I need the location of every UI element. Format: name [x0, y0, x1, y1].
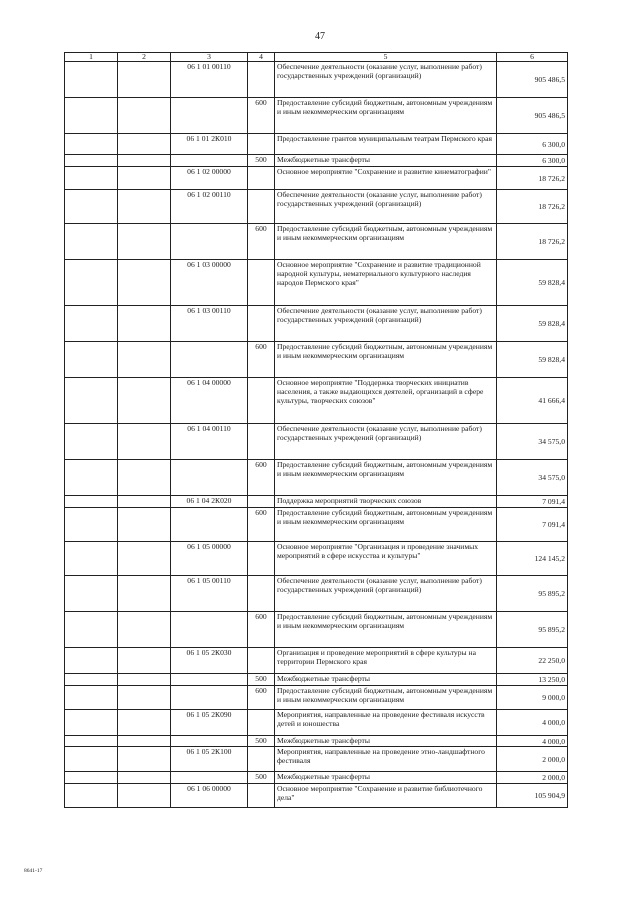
- table-row: [65, 747, 568, 772]
- cell-item-name: Основное мероприятие "Сохранение и развитие библиотечного дела": [275, 784, 497, 808]
- cell-target-code: 06 1 01 00110: [171, 62, 248, 98]
- cell-target-code: 06 1 05 00110: [171, 576, 248, 612]
- cell-expense-type: [248, 190, 275, 224]
- cell-col2: [118, 772, 171, 784]
- table-row: [65, 260, 568, 306]
- cell-col1: [65, 190, 118, 224]
- cell-target-code: 06 1 05 2К030: [171, 648, 248, 674]
- table-row: [65, 542, 568, 576]
- table-row: [65, 648, 568, 674]
- table-row: [65, 306, 568, 342]
- cell-col1: [65, 460, 118, 496]
- cell-item-name: Поддержка мероприятий творческих союзов: [275, 496, 497, 508]
- cell-target-code: [171, 224, 248, 260]
- cell-expense-type: [248, 260, 275, 306]
- cell-target-code: 06 1 05 2К100: [171, 747, 248, 772]
- cell-target-code: 06 1 03 00000: [171, 260, 248, 306]
- cell-col2: [118, 424, 171, 460]
- cell-amount: 9 000,0: [497, 686, 568, 710]
- cell-amount: 4 000,0: [497, 736, 568, 747]
- table-row: [65, 98, 568, 134]
- cell-expense-type: 600: [248, 460, 275, 496]
- cell-item-name: Предоставление субсидий бюджетным, автономным учреждениям и иным некоммерческим организациям: [275, 224, 497, 260]
- cell-col2: [118, 648, 171, 674]
- cell-amount: 905 486,5: [497, 98, 568, 134]
- cell-amount: 18 726,2: [497, 224, 568, 260]
- cell-col2: [118, 784, 171, 808]
- cell-item-name: Организация и проведение мероприятий в сфере культуры на территории Пермского края: [275, 648, 497, 674]
- cell-target-code: [171, 686, 248, 710]
- cell-col2: [118, 190, 171, 224]
- cell-col1: [65, 648, 118, 674]
- cell-amount: 22 250,0: [497, 648, 568, 674]
- cell-item-name: Основное мероприятие "Сохранение и развитие традиционной народной культуры, нематериального культурного наследия народов Пермского края": [275, 260, 497, 306]
- cell-col2: [118, 460, 171, 496]
- document-code: 8641-17: [24, 868, 43, 874]
- table-row: [65, 710, 568, 736]
- cell-item-name: Обеспечение деятельности (оказание услуг, выполнение работ) государственных учреждений (организаций): [275, 306, 497, 342]
- cell-expense-type: 600: [248, 508, 275, 542]
- cell-col2: [118, 260, 171, 306]
- budget-table: [64, 52, 568, 808]
- cell-amount: 41 666,4: [497, 378, 568, 424]
- cell-item-name: Предоставление субсидий бюджетным, автономным учреждениям и иным некоммерческим организациям: [275, 342, 497, 378]
- cell-col1: [65, 424, 118, 460]
- cell-item-name: Межбюджетные трансферты: [275, 155, 497, 167]
- table-row: [65, 784, 568, 808]
- cell-amount: 18 726,2: [497, 167, 568, 190]
- cell-expense-type: [248, 62, 275, 98]
- table-row: [65, 736, 568, 747]
- cell-target-code: [171, 736, 248, 747]
- cell-col2: [118, 306, 171, 342]
- cell-amount: 105 904,9: [497, 784, 568, 808]
- cell-col2: [118, 378, 171, 424]
- cell-target-code: 06 1 01 2К010: [171, 134, 248, 155]
- cell-col1: [65, 747, 118, 772]
- cell-item-name: Основное мероприятие "Организация и проведение значимых мероприятий в сфере искусства и культуры": [275, 542, 497, 576]
- cell-amount: 59 828,4: [497, 342, 568, 378]
- col-header-3: 3: [171, 53, 248, 62]
- cell-target-code: [171, 508, 248, 542]
- cell-expense-type: [248, 167, 275, 190]
- col-header-6: 6: [497, 53, 568, 62]
- cell-col1: [65, 674, 118, 686]
- cell-expense-type: [248, 576, 275, 612]
- cell-item-name: Предоставление субсидий бюджетным, автономным учреждениям и иным некоммерческим организациям: [275, 508, 497, 542]
- cell-col2: [118, 496, 171, 508]
- cell-target-code: 06 1 03 00110: [171, 306, 248, 342]
- cell-target-code: 06 1 06 00000: [171, 784, 248, 808]
- cell-col1: [65, 612, 118, 648]
- table-row: [65, 167, 568, 190]
- cell-amount: 7 091,4: [497, 496, 568, 508]
- cell-expense-type: [248, 747, 275, 772]
- cell-col1: [65, 342, 118, 378]
- cell-target-code: 06 1 05 2К090: [171, 710, 248, 736]
- col-header-4: 4: [248, 53, 275, 62]
- cell-target-code: 06 1 02 00110: [171, 190, 248, 224]
- table-row: [65, 496, 568, 508]
- cell-expense-type: [248, 710, 275, 736]
- cell-col2: [118, 747, 171, 772]
- cell-item-name: Обеспечение деятельности (оказание услуг, выполнение работ) государственных учреждений (организаций): [275, 424, 497, 460]
- table-row: [65, 424, 568, 460]
- cell-amount: 18 726,2: [497, 190, 568, 224]
- cell-target-code: 06 1 04 00000: [171, 378, 248, 424]
- cell-col1: [65, 736, 118, 747]
- cell-col2: [118, 508, 171, 542]
- cell-expense-type: [248, 496, 275, 508]
- cell-col1: [65, 576, 118, 612]
- cell-amount: 59 828,4: [497, 260, 568, 306]
- cell-col1: [65, 496, 118, 508]
- cell-expense-type: [248, 784, 275, 808]
- cell-item-name: Межбюджетные трансферты: [275, 674, 497, 686]
- cell-col2: [118, 224, 171, 260]
- table-row: [65, 62, 568, 98]
- cell-expense-type: 600: [248, 612, 275, 648]
- cell-col2: [118, 686, 171, 710]
- cell-item-name: Предоставление субсидий бюджетным, автономным учреждениям и иным некоммерческим организациям: [275, 460, 497, 496]
- cell-amount: 2 000,0: [497, 747, 568, 772]
- cell-target-code: 06 1 04 2К020: [171, 496, 248, 508]
- cell-col2: [118, 134, 171, 155]
- cell-item-name: Обеспечение деятельности (оказание услуг, выполнение работ) государственных учреждений (организаций): [275, 190, 497, 224]
- cell-amount: 124 145,2: [497, 542, 568, 576]
- cell-expense-type: 500: [248, 772, 275, 784]
- cell-amount: 6 300,0: [497, 134, 568, 155]
- cell-col2: [118, 612, 171, 648]
- cell-item-name: Обеспечение деятельности (оказание услуг, выполнение работ) государственных учреждений (организаций): [275, 62, 497, 98]
- col-header-5: 5: [275, 53, 497, 62]
- cell-col2: [118, 62, 171, 98]
- table-row: [65, 134, 568, 155]
- cell-amount: 34 575,0: [497, 460, 568, 496]
- cell-expense-type: 500: [248, 674, 275, 686]
- cell-expense-type: 600: [248, 686, 275, 710]
- cell-expense-type: [248, 424, 275, 460]
- page-number: 47: [315, 31, 325, 42]
- cell-item-name: Основное мероприятие "Поддержка творческих инициатив населения, а также выдающихся деятелей, организаций в сфере культуры, творческих союзов": [275, 378, 497, 424]
- cell-item-name: Предоставление субсидий бюджетным, автономным учреждениям и иным некоммерческим организациям: [275, 98, 497, 134]
- cell-target-code: 06 1 05 00000: [171, 542, 248, 576]
- cell-target-code: 06 1 04 00110: [171, 424, 248, 460]
- table-row: [65, 612, 568, 648]
- cell-col2: [118, 167, 171, 190]
- cell-col1: [65, 710, 118, 736]
- cell-col2: [118, 98, 171, 134]
- cell-expense-type: 600: [248, 98, 275, 134]
- table-row: [65, 155, 568, 167]
- cell-item-name: Мероприятия, направленные на проведение фестиваля искусств детей и юношества: [275, 710, 497, 736]
- cell-item-name: Обеспечение деятельности (оказание услуг, выполнение работ) государственных учреждений (организаций): [275, 576, 497, 612]
- table-row: [65, 772, 568, 784]
- cell-expense-type: [248, 306, 275, 342]
- cell-amount: 34 575,0: [497, 424, 568, 460]
- cell-col1: [65, 224, 118, 260]
- cell-item-name: Основное мероприятие "Сохранение и развитие кинематографии": [275, 167, 497, 190]
- cell-col1: [65, 784, 118, 808]
- cell-col1: [65, 508, 118, 542]
- table-row: [65, 508, 568, 542]
- cell-amount: 4 000,0: [497, 710, 568, 736]
- cell-expense-type: [248, 134, 275, 155]
- cell-amount: 7 091,4: [497, 508, 568, 542]
- cell-col1: [65, 378, 118, 424]
- cell-target-code: [171, 460, 248, 496]
- cell-item-name: Предоставление грантов муниципальным театрам Пермского края: [275, 134, 497, 155]
- cell-col2: [118, 710, 171, 736]
- cell-expense-type: 500: [248, 736, 275, 747]
- cell-col2: [118, 342, 171, 378]
- table-row: [65, 190, 568, 224]
- cell-item-name: Предоставление субсидий бюджетным, автономным учреждениям и иным некоммерческим организациям: [275, 612, 497, 648]
- cell-expense-type: 600: [248, 224, 275, 260]
- cell-amount: 6 300,0: [497, 155, 568, 167]
- cell-expense-type: [248, 648, 275, 674]
- cell-amount: 95 895,2: [497, 612, 568, 648]
- cell-col1: [65, 686, 118, 710]
- table-header-row: [65, 53, 568, 62]
- cell-col2: [118, 155, 171, 167]
- cell-col1: [65, 62, 118, 98]
- table-row: [65, 576, 568, 612]
- cell-col1: [65, 542, 118, 576]
- table-row: [65, 686, 568, 710]
- cell-col2: [118, 674, 171, 686]
- table-row: [65, 342, 568, 378]
- cell-col1: [65, 134, 118, 155]
- cell-expense-type: 600: [248, 342, 275, 378]
- cell-target-code: [171, 98, 248, 134]
- table-row: [65, 460, 568, 496]
- cell-item-name: Межбюджетные трансферты: [275, 772, 497, 784]
- cell-expense-type: [248, 378, 275, 424]
- cell-col1: [65, 772, 118, 784]
- cell-target-code: 06 1 02 00000: [171, 167, 248, 190]
- cell-target-code: [171, 674, 248, 686]
- cell-target-code: [171, 342, 248, 378]
- table-row: [65, 378, 568, 424]
- cell-target-code: [171, 772, 248, 784]
- cell-col2: [118, 576, 171, 612]
- cell-amount: 2 000,0: [497, 772, 568, 784]
- cell-item-name: Мероприятия, направленные на проведение этно-ландшафтного фестиваля: [275, 747, 497, 772]
- cell-col2: [118, 736, 171, 747]
- table-row: [65, 674, 568, 686]
- cell-col1: [65, 155, 118, 167]
- cell-col1: [65, 98, 118, 134]
- cell-col2: [118, 542, 171, 576]
- cell-col1: [65, 260, 118, 306]
- cell-amount: 13 250,0: [497, 674, 568, 686]
- table-row: [65, 224, 568, 260]
- cell-amount: 95 895,2: [497, 576, 568, 612]
- cell-target-code: [171, 155, 248, 167]
- cell-amount: 59 828,4: [497, 306, 568, 342]
- cell-target-code: [171, 612, 248, 648]
- cell-amount: 905 486,5: [497, 62, 568, 98]
- cell-col1: [65, 167, 118, 190]
- cell-col1: [65, 306, 118, 342]
- cell-expense-type: 500: [248, 155, 275, 167]
- col-header-2: 2: [118, 53, 171, 62]
- cell-expense-type: [248, 542, 275, 576]
- col-header-1: 1: [65, 53, 118, 62]
- cell-item-name: Межбюджетные трансферты: [275, 736, 497, 747]
- cell-item-name: Предоставление субсидий бюджетным, автономным учреждениям и иным некоммерческим организациям: [275, 686, 497, 710]
